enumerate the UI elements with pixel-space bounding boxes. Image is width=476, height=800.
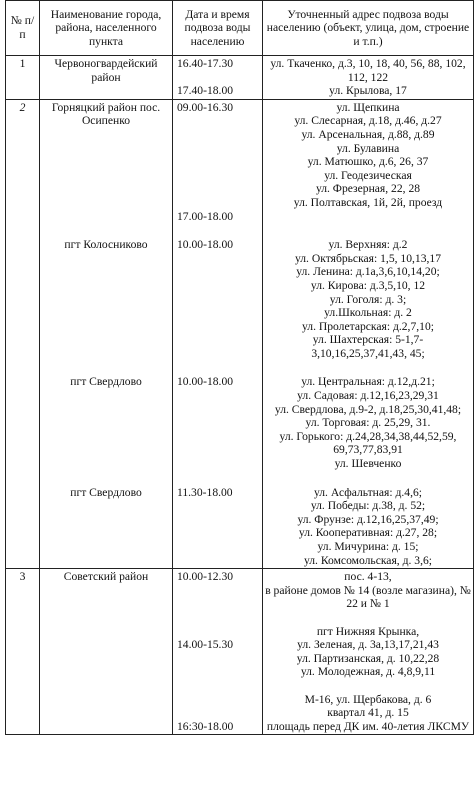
address-line: ул. Слесарная, д.18, д.46, д.27 — [294, 114, 442, 128]
time-cell — [173, 99, 263, 224]
area-name: пгт Колосниково — [40, 224, 173, 361]
address-line: ул. Шевченко — [334, 457, 402, 471]
table-row — [6, 56, 474, 100]
address-line: пгт Нижняя Крынка, — [316, 624, 420, 638]
table-row — [6, 569, 474, 735]
address-line: ул. Октябрьская: 1,5, 10,13,17 — [294, 251, 442, 265]
row-number: 2 — [6, 99, 40, 568]
area-name: Горняцкий район пос. Осипенко — [40, 99, 173, 224]
address-line: ул. Свердлова, д.9-2, д.18,25,30,41,48; — [274, 402, 462, 416]
address-line: ул. Центральная: д.12,д.21; — [301, 375, 435, 389]
address-cell — [263, 569, 474, 735]
address-cell — [263, 224, 474, 361]
address-line: ул. Кооперативная: д.27, 28; — [298, 526, 438, 540]
address-line: ул. Гоголя: д. 3; — [329, 292, 407, 306]
address-cell — [263, 361, 474, 471]
address-line: в районе домов № 14 (возле магазина), № 22 и № 1 — [265, 583, 471, 611]
time-slot: 11.30-18.00 — [177, 485, 233, 499]
address-line: ул. Шахтерская: 5-1,7-3,10,16,25,37,41,43, 45; — [311, 333, 425, 360]
time-slot: 17.40-18.00 — [177, 84, 234, 98]
time-slot: 10.00-12.30 — [177, 570, 234, 584]
address-line: ул. Фрезерная, 22, 28 — [315, 182, 421, 196]
address-line: ул. Щепкина — [336, 100, 400, 114]
address-line: ул. Булавина — [336, 141, 400, 155]
table-row — [6, 99, 474, 224]
address-line: ул.Школьная: д. 2 — [324, 306, 412, 320]
address-line: площадь перед ДК им. 40-летия ЛКСМУ — [266, 719, 470, 733]
address-cell — [263, 56, 474, 100]
time-slot: 16:30-18.00 — [177, 719, 234, 733]
address-line: ул. Торговая: д. 25,29, 31. — [305, 416, 431, 430]
address-line: ул. Верхняя: д.2 — [328, 238, 408, 252]
table-row — [6, 224, 474, 361]
address-line: ул. Партизанская, д. 10,22,28 — [296, 651, 440, 665]
address-line: ул. Молодежная, д. 4,8,9,11 — [300, 665, 436, 679]
address-cell — [263, 472, 474, 569]
header-address: Уточненный адрес подвоза воды населению (объект, улица, дом, строение и т.п.) — [263, 1, 474, 56]
time-cell — [173, 56, 263, 100]
time-slot: 16.40-17.30 — [177, 57, 234, 70]
address-line: квартал 41, д. 15 — [327, 706, 409, 720]
address-line: ул. Кирова: д.3,5,10, 12 — [310, 278, 426, 292]
area-name: пгт Свердлово — [40, 472, 173, 569]
address-line: ул. Матюшко, д.6, 26, 37 — [307, 155, 429, 169]
header-area: Наименование города, района, населенного пункта — [40, 1, 173, 56]
address-cell — [263, 99, 474, 224]
area-name: пгт Свердлово — [40, 361, 173, 471]
time-slot: 09.00-16.30 — [177, 100, 234, 114]
address-line: ул. Зеленая, д. 3а,13,17,21,43 — [297, 638, 439, 652]
time-cell — [173, 472, 263, 569]
time-slot: 17.00-18.00 — [177, 209, 234, 223]
address-line: ул. Арсенальная, д.88, д.89 — [301, 127, 435, 141]
address-line: ул. Геодезическая — [324, 168, 412, 182]
address-line: ул. Ткаченко, д.3, 10, 18, 40, 56, 88, 102, 112, 122 — [270, 57, 466, 84]
time-slot: 14.00-15.30 — [177, 638, 234, 652]
address-line: ул. Мичурина: д. 15; — [317, 540, 419, 553]
address-line: ул. Победы: д.38, д. 52; — [310, 499, 426, 513]
water-delivery-table — [5, 0, 474, 735]
time-slot: 10.00-18.00 — [177, 238, 234, 252]
address-line: пос. 4-13, — [344, 570, 392, 584]
time-cell — [173, 224, 263, 361]
address-line: ул. Садовая: д.12,16,23,29,31 — [297, 389, 439, 403]
time-cell — [173, 569, 263, 735]
header-num: № п/п — [6, 1, 40, 56]
address-line: ул. Пролетарская: д.2,7,10; — [302, 319, 434, 333]
area-name: Советский район — [40, 569, 173, 735]
address-line: ул. Комсомольская, д. 3,6; — [303, 553, 432, 567]
table-row — [6, 472, 474, 569]
row-number: 1 — [6, 56, 40, 100]
table-header-row — [6, 1, 474, 56]
table-row — [6, 361, 474, 471]
time-cell — [173, 361, 263, 471]
time-slot: 10.00-18.00 — [177, 375, 234, 389]
address-line: ул. Горького: д.24,28,34,38,44,52,59, 69,73,77,83,91 — [279, 429, 457, 457]
address-line: ул. Фрунзе: д.12,16,25,37,49; — [297, 512, 439, 526]
address-line: ул. Асфальтная: д.4,6; — [313, 485, 422, 499]
row-number: 3 — [6, 569, 40, 735]
address-line: ул. Крылова, 17 — [329, 84, 407, 98]
area-name: Червоногвардейский район — [40, 56, 173, 100]
address-line: ул. Ленина: д.1а,3,6,10,14,20; — [296, 265, 440, 279]
address-line: ул. Полтавская, 1й, 2й, проезд — [293, 195, 443, 209]
header-time: Дата и время подвоза воды населению — [173, 1, 263, 56]
address-line: М-16, ул. Щербакова, д. 6 — [304, 692, 432, 706]
